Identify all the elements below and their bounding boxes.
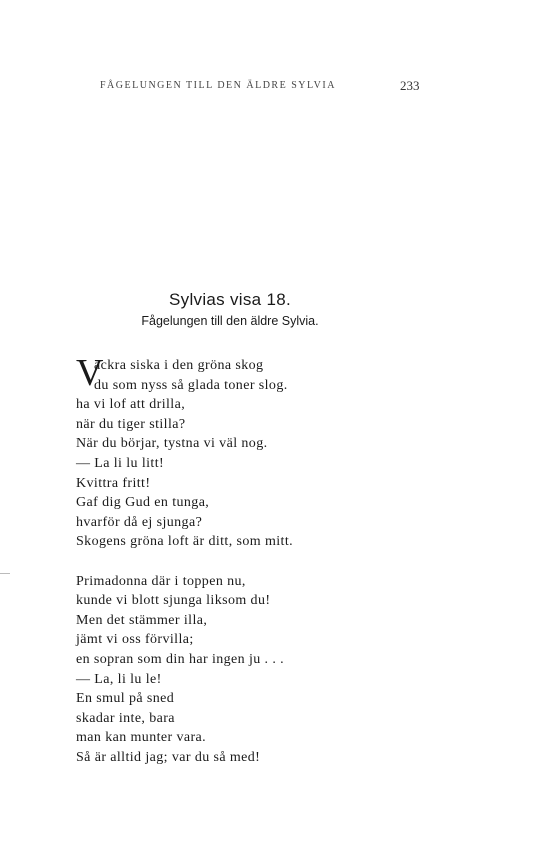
stanza-gap	[76, 552, 376, 572]
poem-line: Skogens gröna loft är ditt, som mitt.	[76, 534, 294, 550]
poem-line: Gaf dig Gud en tunga,	[76, 495, 210, 511]
poem-line: man kan munter vara.	[76, 730, 207, 746]
poem	[76, 352, 376, 767]
poem-line: Men det stämmer illa,	[76, 612, 208, 628]
poem-line: En smul på sned	[76, 691, 175, 707]
poem-line: kunde vi blott sjunga liksom du!	[76, 593, 271, 609]
stanza-2	[76, 572, 376, 768]
page-number: 233	[400, 78, 420, 93]
poem-line: ha vi lof att drilla,	[76, 397, 186, 413]
poem-line: ackra siska i den gröna skog	[94, 358, 264, 373]
poem-line: — La, li lu le!	[76, 671, 162, 687]
poem-line: Primadonna där i toppen nu,	[76, 573, 246, 589]
stanza-1	[76, 352, 376, 552]
poem-line: Kvittra fritt!	[76, 475, 151, 491]
poem-line: — La li lu litt!	[76, 455, 165, 471]
drop-cap: V	[76, 352, 104, 394]
poem-line: skadar inte, bara	[76, 710, 175, 726]
poem-line: du som nyss så glada toner slog.	[94, 377, 288, 393]
poem-line: När du börjar, tystna vi väl nog.	[76, 436, 268, 452]
poem-line: en sopran som din har ingen ju . . .	[76, 651, 285, 667]
poem-line: Så är alltid jag; var du så med!	[76, 749, 261, 765]
song-subtitle: Fågelungen till den äldre Sylvia.	[141, 314, 319, 328]
poem-line: jämt vi oss förvilla;	[76, 632, 194, 648]
song-title: Sylvias visa 18.	[169, 290, 291, 310]
poem-line: när du tiger stilla?	[76, 416, 186, 432]
poem-line: hvarför då ej sjunga?	[76, 514, 203, 530]
margin-mark	[0, 573, 10, 574]
running-head: FÅGELUNGEN TILL DEN ÄLDRE SYLVIA	[100, 80, 336, 91]
